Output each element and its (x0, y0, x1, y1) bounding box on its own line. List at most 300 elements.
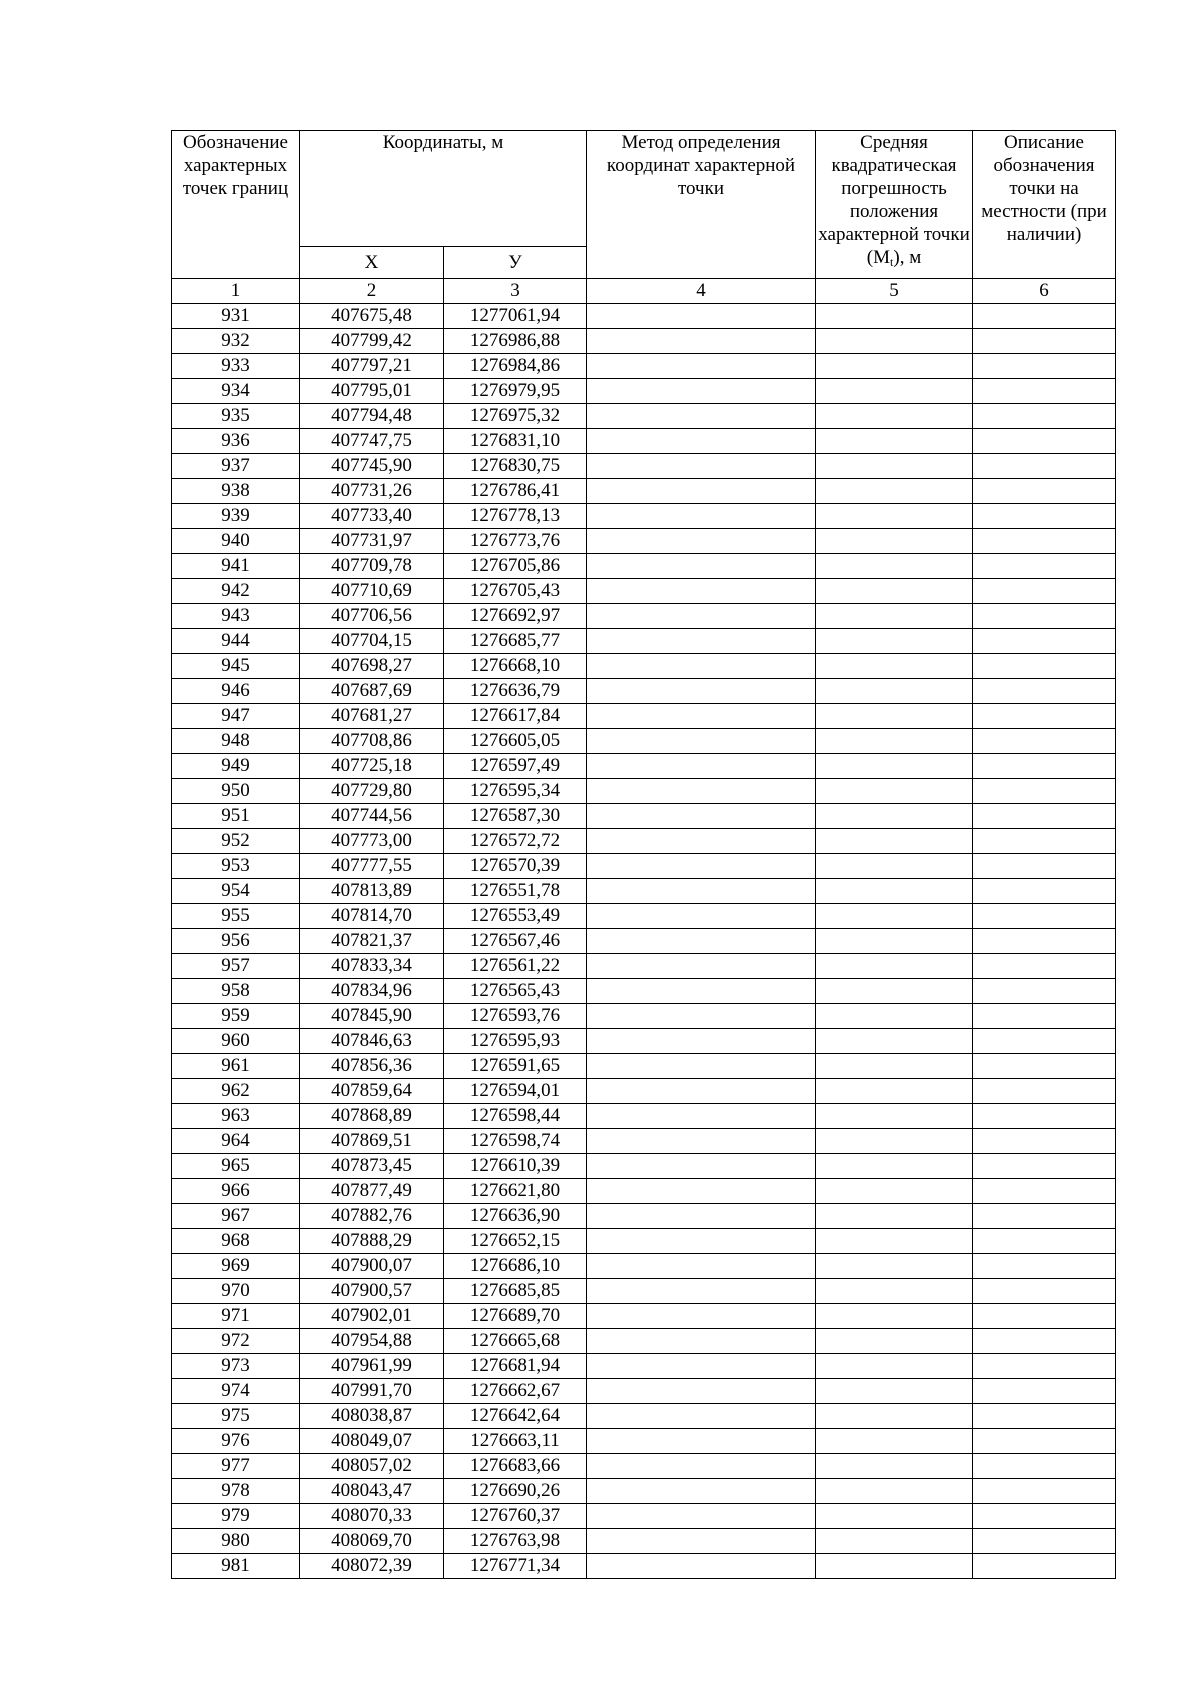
point-number-cell: 953 (172, 854, 300, 879)
description-cell (973, 554, 1116, 579)
x-coordinate-cell: 407745,90 (300, 454, 444, 479)
point-number-cell: 980 (172, 1529, 300, 1554)
rms-error-cell (816, 1004, 973, 1029)
description-cell (973, 379, 1116, 404)
description-cell (973, 454, 1116, 479)
table-row (172, 1179, 1116, 1204)
point-number-cell: 974 (172, 1379, 300, 1404)
method-cell (587, 329, 816, 354)
table-row (172, 779, 1116, 804)
description-cell (973, 904, 1116, 929)
rms-error-cell (816, 1529, 973, 1554)
y-coordinate-cell: 1276830,75 (444, 454, 587, 479)
y-coordinate-cell: 1276595,34 (444, 779, 587, 804)
method-cell (587, 704, 816, 729)
rms-error-cell (816, 629, 973, 654)
x-coordinate-cell: 407709,78 (300, 554, 444, 579)
method-cell (587, 1279, 816, 1304)
x-coordinate-cell: 407873,45 (300, 1154, 444, 1179)
rms-error-cell (816, 904, 973, 929)
point-number-cell: 941 (172, 554, 300, 579)
method-cell (587, 904, 816, 929)
method-cell (587, 404, 816, 429)
point-number-cell: 978 (172, 1479, 300, 1504)
rms-error-cell (816, 1054, 973, 1079)
table-row (172, 729, 1116, 754)
x-coordinate-cell: 407869,51 (300, 1129, 444, 1154)
y-coordinate-cell: 1276572,72 (444, 829, 587, 854)
y-coordinate-cell: 1276621,80 (444, 1179, 587, 1204)
y-coordinate-cell: 1276642,64 (444, 1404, 587, 1429)
x-coordinate-cell: 407706,56 (300, 604, 444, 629)
description-cell (973, 729, 1116, 754)
header-rms-error (816, 131, 973, 279)
point-number-cell: 955 (172, 904, 300, 929)
point-number-cell: 951 (172, 804, 300, 829)
method-cell (587, 1429, 816, 1454)
point-number-cell: 957 (172, 954, 300, 979)
y-coordinate-cell: 1276683,66 (444, 1454, 587, 1479)
table-row (172, 1454, 1116, 1479)
y-coordinate-cell: 1276771,34 (444, 1554, 587, 1579)
method-cell (587, 379, 816, 404)
table-row (172, 1204, 1116, 1229)
description-cell (973, 1129, 1116, 1154)
description-cell (973, 704, 1116, 729)
method-cell (587, 1179, 816, 1204)
x-coordinate-cell: 407833,34 (300, 954, 444, 979)
point-number-cell: 972 (172, 1329, 300, 1354)
column-number: 2 (300, 279, 444, 304)
x-coordinate-cell: 407698,27 (300, 654, 444, 679)
table-row (172, 629, 1116, 654)
description-cell (973, 1554, 1116, 1579)
point-number-cell: 963 (172, 1104, 300, 1129)
x-coordinate-cell: 407954,88 (300, 1329, 444, 1354)
point-number-cell: 947 (172, 704, 300, 729)
y-coordinate-cell: 1276831,10 (444, 429, 587, 454)
rms-error-cell (816, 979, 973, 1004)
rms-error-cell (816, 604, 973, 629)
table-row (172, 354, 1116, 379)
y-coordinate-cell: 1276665,68 (444, 1329, 587, 1354)
x-coordinate-cell: 407733,40 (300, 504, 444, 529)
x-coordinate-cell: 408072,39 (300, 1554, 444, 1579)
description-cell (973, 654, 1116, 679)
x-coordinate-cell: 408069,70 (300, 1529, 444, 1554)
point-number-cell: 958 (172, 979, 300, 1004)
rms-error-cell (816, 1404, 973, 1429)
point-number-cell: 946 (172, 679, 300, 704)
y-coordinate-cell: 1276975,32 (444, 404, 587, 429)
method-cell (587, 879, 816, 904)
rms-error-cell (816, 1179, 973, 1204)
table-row (172, 679, 1116, 704)
description-cell (973, 304, 1116, 329)
y-coordinate-cell: 1276553,49 (444, 904, 587, 929)
header-method: Метод определения координат характерной точки (587, 131, 816, 279)
description-cell (973, 1054, 1116, 1079)
rms-error-cell (816, 1154, 973, 1179)
rms-error-cell (816, 1479, 973, 1504)
y-coordinate-cell: 1276685,77 (444, 629, 587, 654)
point-number-cell: 961 (172, 1054, 300, 1079)
description-cell (973, 1229, 1116, 1254)
table-row (172, 1104, 1116, 1129)
table-row (172, 454, 1116, 479)
table-row (172, 1354, 1116, 1379)
description-cell (973, 1379, 1116, 1404)
description-cell (973, 1104, 1116, 1129)
description-cell (973, 1529, 1116, 1554)
description-cell (973, 404, 1116, 429)
description-cell (973, 1429, 1116, 1454)
description-cell (973, 879, 1116, 904)
description-cell (973, 629, 1116, 654)
table-row (172, 304, 1116, 329)
rms-error-cell (816, 1029, 973, 1054)
rms-error-cell (816, 1229, 973, 1254)
rms-error-cell (816, 1304, 973, 1329)
y-coordinate-cell: 1276598,74 (444, 1129, 587, 1154)
x-coordinate-cell: 407773,00 (300, 829, 444, 854)
point-number-cell: 967 (172, 1204, 300, 1229)
method-cell (587, 1504, 816, 1529)
y-coordinate-cell: 1276668,10 (444, 654, 587, 679)
point-number-cell: 976 (172, 1429, 300, 1454)
method-cell (587, 1529, 816, 1554)
description-cell (973, 1254, 1116, 1279)
rms-error-cell (816, 954, 973, 979)
y-coordinate-cell: 1276786,41 (444, 479, 587, 504)
rms-error-cell (816, 304, 973, 329)
method-cell (587, 429, 816, 454)
header-rms-error-unit: ), м (893, 247, 922, 268)
rms-error-cell (816, 379, 973, 404)
x-coordinate-cell: 407877,49 (300, 1179, 444, 1204)
table-row (172, 1379, 1116, 1404)
description-cell (973, 979, 1116, 1004)
table-row (172, 479, 1116, 504)
rms-error-cell (816, 1254, 973, 1279)
y-coordinate-cell: 1276597,49 (444, 754, 587, 779)
y-coordinate-cell: 1276986,88 (444, 329, 587, 354)
table-row (172, 1254, 1116, 1279)
table-row (172, 929, 1116, 954)
y-coordinate-cell: 1276692,97 (444, 604, 587, 629)
x-coordinate-cell: 407725,18 (300, 754, 444, 779)
rms-error-cell (816, 1079, 973, 1104)
x-coordinate-cell: 407856,36 (300, 1054, 444, 1079)
y-coordinate-cell: 1276778,13 (444, 504, 587, 529)
y-coordinate-cell: 1276593,76 (444, 1004, 587, 1029)
method-cell (587, 1254, 816, 1279)
table-row (172, 804, 1116, 829)
y-coordinate-cell: 1276551,78 (444, 879, 587, 904)
rms-error-cell (816, 729, 973, 754)
method-cell (587, 1379, 816, 1404)
description-cell (973, 1179, 1116, 1204)
rms-error-cell (816, 929, 973, 954)
x-coordinate-cell: 407799,42 (300, 329, 444, 354)
rms-error-cell (816, 529, 973, 554)
y-coordinate-cell: 1276662,67 (444, 1379, 587, 1404)
method-cell (587, 604, 816, 629)
table-row (172, 1054, 1116, 1079)
method-cell (587, 354, 816, 379)
description-cell (973, 1329, 1116, 1354)
x-coordinate-cell: 408057,02 (300, 1454, 444, 1479)
table-row (172, 379, 1116, 404)
column-number: 1 (172, 279, 300, 304)
table-row (172, 1504, 1116, 1529)
column-number: 5 (816, 279, 973, 304)
point-number-cell: 959 (172, 1004, 300, 1029)
y-coordinate-cell: 1276685,85 (444, 1279, 587, 1304)
y-coordinate-cell: 1276636,79 (444, 679, 587, 704)
description-cell (973, 954, 1116, 979)
y-coordinate-cell: 1276663,11 (444, 1429, 587, 1454)
y-coordinate-cell: 1276591,65 (444, 1054, 587, 1079)
point-number-cell: 977 (172, 1454, 300, 1479)
method-cell (587, 679, 816, 704)
rms-error-cell (816, 354, 973, 379)
description-cell (973, 854, 1116, 879)
description-cell (973, 929, 1116, 954)
rms-error-cell (816, 754, 973, 779)
rms-error-cell (816, 1504, 973, 1529)
x-coordinate-cell: 407813,89 (300, 879, 444, 904)
method-cell (587, 1154, 816, 1179)
x-coordinate-cell: 407991,70 (300, 1379, 444, 1404)
rms-error-cell (816, 704, 973, 729)
x-coordinate-cell: 408070,33 (300, 1504, 444, 1529)
method-cell (587, 304, 816, 329)
method-cell (587, 829, 816, 854)
description-cell (973, 1479, 1116, 1504)
rms-error-cell (816, 1104, 973, 1129)
x-coordinate-cell: 407744,56 (300, 804, 444, 829)
method-cell (587, 1004, 816, 1029)
point-number-cell: 973 (172, 1354, 300, 1379)
table-row (172, 979, 1116, 1004)
y-coordinate-cell: 1276681,94 (444, 1354, 587, 1379)
y-coordinate-cell: 1276595,93 (444, 1029, 587, 1054)
table-row (172, 754, 1116, 779)
table-row (172, 654, 1116, 679)
x-coordinate-cell: 407882,76 (300, 1204, 444, 1229)
column-number: 4 (587, 279, 816, 304)
x-coordinate-cell: 408049,07 (300, 1429, 444, 1454)
y-coordinate-cell: 1276567,46 (444, 929, 587, 954)
description-cell (973, 329, 1116, 354)
method-cell (587, 1404, 816, 1429)
table-row (172, 1154, 1116, 1179)
method-cell (587, 629, 816, 654)
y-coordinate-cell: 1276705,86 (444, 554, 587, 579)
table-row (172, 429, 1116, 454)
x-coordinate-cell: 407821,37 (300, 929, 444, 954)
y-coordinate-cell: 1276652,15 (444, 1229, 587, 1254)
table-row (172, 579, 1116, 604)
method-cell (587, 979, 816, 1004)
description-cell (973, 679, 1116, 704)
point-number-cell: 960 (172, 1029, 300, 1054)
rms-error-cell (816, 404, 973, 429)
x-coordinate-cell: 407794,48 (300, 404, 444, 429)
column-number: 3 (444, 279, 587, 304)
x-coordinate-cell: 407834,96 (300, 979, 444, 1004)
description-cell (973, 1454, 1116, 1479)
table-row (172, 554, 1116, 579)
point-number-cell: 971 (172, 1304, 300, 1329)
point-number-cell: 962 (172, 1079, 300, 1104)
y-coordinate-cell: 1276561,22 (444, 954, 587, 979)
x-coordinate-cell: 408043,47 (300, 1479, 444, 1504)
description-cell (973, 354, 1116, 379)
table-row (172, 1404, 1116, 1429)
table-row (172, 829, 1116, 854)
method-cell (587, 729, 816, 754)
method-cell (587, 854, 816, 879)
table-row (172, 1529, 1116, 1554)
y-coordinate-cell: 1276605,05 (444, 729, 587, 754)
description-cell (973, 1279, 1116, 1304)
point-number-cell: 969 (172, 1254, 300, 1279)
rms-error-cell (816, 829, 973, 854)
point-number-cell: 937 (172, 454, 300, 479)
method-cell (587, 1354, 816, 1379)
rms-error-cell (816, 879, 973, 904)
x-coordinate-cell: 407795,01 (300, 379, 444, 404)
table-row (172, 1554, 1116, 1579)
method-cell (587, 1104, 816, 1129)
y-coordinate-cell: 1276773,76 (444, 529, 587, 554)
header-y: У (444, 247, 587, 279)
rms-error-cell (816, 1554, 973, 1579)
description-cell (973, 1204, 1116, 1229)
x-coordinate-cell: 407731,26 (300, 479, 444, 504)
description-cell (973, 579, 1116, 604)
y-coordinate-cell: 1276984,86 (444, 354, 587, 379)
point-number-cell: 945 (172, 654, 300, 679)
boundary-points-table (171, 130, 1116, 1579)
table-row (172, 1129, 1116, 1154)
x-coordinate-cell: 407846,63 (300, 1029, 444, 1054)
rms-error-cell (816, 1329, 973, 1354)
point-number-cell: 931 (172, 304, 300, 329)
description-cell (973, 1504, 1116, 1529)
description-cell (973, 779, 1116, 804)
point-number-cell: 965 (172, 1154, 300, 1179)
table-row (172, 1079, 1116, 1104)
table-row (172, 704, 1116, 729)
point-number-cell: 954 (172, 879, 300, 904)
table-row (172, 604, 1116, 629)
point-number-cell: 968 (172, 1229, 300, 1254)
rms-error-cell (816, 454, 973, 479)
method-cell (587, 1229, 816, 1254)
point-number-cell: 944 (172, 629, 300, 654)
x-coordinate-cell: 407845,90 (300, 1004, 444, 1029)
y-coordinate-cell: 1277061,94 (444, 304, 587, 329)
description-cell (973, 1304, 1116, 1329)
point-number-cell: 939 (172, 504, 300, 529)
table-row (172, 529, 1116, 554)
rms-error-cell (816, 1204, 973, 1229)
point-number-cell: 940 (172, 529, 300, 554)
rms-error-cell (816, 554, 973, 579)
description-cell (973, 1404, 1116, 1429)
x-coordinate-cell: 407708,86 (300, 729, 444, 754)
rms-error-cell (816, 854, 973, 879)
y-coordinate-cell: 1276587,30 (444, 804, 587, 829)
method-cell (587, 1479, 816, 1504)
y-coordinate-cell: 1276636,90 (444, 1204, 587, 1229)
rms-error-cell (816, 1379, 973, 1404)
x-coordinate-cell: 407675,48 (300, 304, 444, 329)
table-row (172, 1329, 1116, 1354)
point-number-cell: 933 (172, 354, 300, 379)
header-description: Описание обозначения точки на местности (при наличии) (973, 131, 1116, 279)
method-cell (587, 1454, 816, 1479)
point-number-cell: 936 (172, 429, 300, 454)
table-row (172, 1029, 1116, 1054)
x-coordinate-cell: 407797,21 (300, 354, 444, 379)
x-coordinate-cell: 407900,57 (300, 1279, 444, 1304)
description-cell (973, 1354, 1116, 1379)
description-cell (973, 529, 1116, 554)
method-cell (587, 929, 816, 954)
method-cell (587, 1304, 816, 1329)
y-coordinate-cell: 1276689,70 (444, 1304, 587, 1329)
y-coordinate-cell: 1276598,44 (444, 1104, 587, 1129)
table-row (172, 329, 1116, 354)
header-rms-error-text: Средняя квадратическая погрешность положения характерной точки (М (818, 132, 970, 268)
point-number-cell: 979 (172, 1504, 300, 1529)
method-cell (587, 554, 816, 579)
point-number-cell: 935 (172, 404, 300, 429)
point-number-cell: 952 (172, 829, 300, 854)
rms-error-cell (816, 429, 973, 454)
description-cell (973, 804, 1116, 829)
method-cell (587, 1554, 816, 1579)
x-coordinate-cell: 407868,89 (300, 1104, 444, 1129)
x-coordinate-cell: 407729,80 (300, 779, 444, 804)
method-cell (587, 804, 816, 829)
description-cell (973, 829, 1116, 854)
y-coordinate-cell: 1276610,39 (444, 1154, 587, 1179)
table-row (172, 854, 1116, 879)
method-cell (587, 754, 816, 779)
header-point-designation: Обозначение характерных точек границ (172, 131, 300, 279)
point-number-cell: 938 (172, 479, 300, 504)
rms-error-cell (816, 1129, 973, 1154)
point-number-cell: 975 (172, 1404, 300, 1429)
rms-error-cell (816, 504, 973, 529)
x-coordinate-cell: 407900,07 (300, 1254, 444, 1279)
method-cell (587, 1204, 816, 1229)
rms-error-cell (816, 329, 973, 354)
description-cell (973, 1079, 1116, 1104)
table-row (172, 904, 1116, 929)
rms-error-cell (816, 654, 973, 679)
point-number-cell: 934 (172, 379, 300, 404)
point-number-cell: 964 (172, 1129, 300, 1154)
description-cell (973, 1154, 1116, 1179)
description-cell (973, 504, 1116, 529)
x-coordinate-cell: 407961,99 (300, 1354, 444, 1379)
